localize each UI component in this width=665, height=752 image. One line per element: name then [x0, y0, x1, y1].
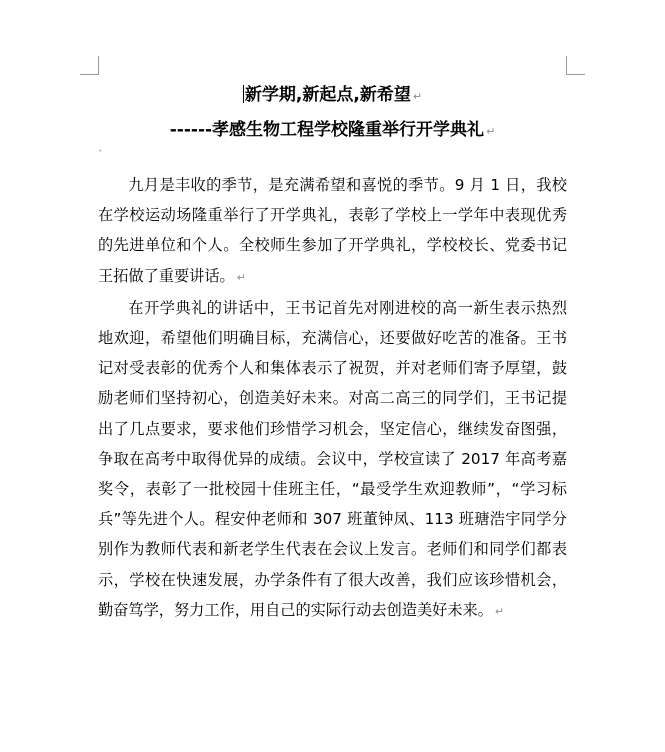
paragraph-mark-icon: ↵ — [236, 270, 246, 284]
paragraph-mark-icon: ↵ — [412, 90, 423, 103]
top-right-crop-mark — [566, 56, 585, 75]
paragraph-text: 九月是丰收的季节，是充满希望和喜悦的季节。9 月 1 日，我校在学校运动场隆重举行了开学典礼，表彰了学校上一学年中表现优秀的先进单位和个人。全校师生参加了开学典礼，学校校长、党委书记王拓做了重要讲话。 — [98, 176, 567, 285]
subtitle-text: ------孝感生物工程学校隆重举行开学典礼 — [169, 120, 485, 140]
empty-paragraph-mark-icon: ˇ — [98, 150, 103, 160]
body-paragraph[interactable] — [98, 293, 567, 627]
paragraph-mark-icon: ↵ — [486, 125, 496, 138]
document-title[interactable] — [0, 84, 665, 108]
top-left-crop-mark — [80, 56, 99, 75]
paragraph-mark-icon: ↵ — [494, 604, 505, 618]
title-text: 新学期,新起点,新希望 — [244, 85, 411, 105]
paragraph-text: 在开学典礼的讲话中，王书记首先对刚进校的高一新生表示热烈地欢迎，希望他们明确目标，充满信心，还要做好吃苦的准备。王书记对受表彰的优秀个人和集体表示了祝贺，并对老师们寄予厚望，鼓励老师们坚持初心，创造美好未来。对高二高三的同学们，王书记提出了几点要求，要求他们珍惜学习机会，坚定信心，继续发奋图强，争取在高考中取得优异的成绩。会议中，学校宣读了 2017 年高考嘉奖令，表彰了一批校园十佳班主任，“最受学生欢迎教师”，“学习标兵”等先进个人。程安仲老师和 307 班董钟凤、113 班瑭浩宇同学分别作为教师代表和新老学生代表在会议上发言。老师们和同学们都表示，学校在快速发展，办学条件有了很大改善，我们应该珍惜机会，勤奋笃学，努力工作，用自己的实际行动去创造美好未来。 — [98, 298, 567, 619]
document-body[interactable] — [98, 170, 567, 627]
text-cursor — [243, 85, 244, 103]
document-subtitle[interactable] — [0, 119, 665, 143]
body-paragraph[interactable] — [98, 170, 567, 293]
